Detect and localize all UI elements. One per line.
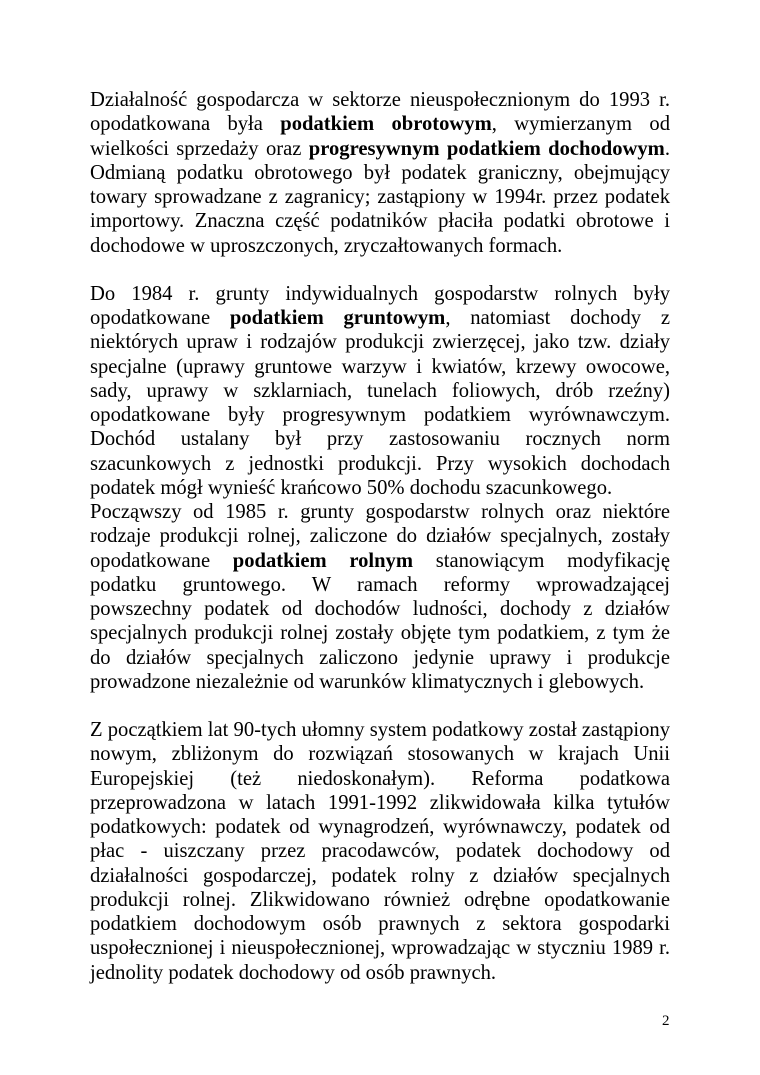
bold-term: podatkiem rolnym [232,549,414,572]
paragraph-spacer [90,258,670,282]
paragraph-text: Z początkiem lat 90-tych ułomny system podatkowy został zastąpiony nowym, zbliżonym do rozwiązań stosowanych w krajach Unii Europejskiej (też niedoskonałym). Reforma podatkowa przeprowadzona w latach 1991-1992 zlikwidowała kilka tytułów podatkowych: podatek od wynagrodzeń, wyrównawczy, podatek od płac - uiszczany przez pracodawców, podatek dochodowy od działalności gospodarczej, podatek rolny z działów specjalnych produkcji rolnej. Zlikwidowano również odrębne opodatkowanie podatkiem dochodowym osób prawnych z sektora gospodarki uspołecznionej i nieuspołecznionej, wprowadzając w styczniu 1989 r. jednolity podatek dochodowy od osób prawnych. [90,719,670,984]
page-number: 2 [662,1013,670,1029]
paragraph-4 [90,718,670,985]
paragraph-text: Począwszy od 1985 r. grunty gospodarstw rolnych oraz niektóre rodzaje produkcji rolnej, zaliczone do działów specjalnych, zostały opodatkowane [90,501,670,572]
document-body [90,88,670,985]
paragraph-text: , wymierzanym od wielkości sprzedaży oraz [90,113,670,160]
bold-term: podatkiem gruntowym [229,307,446,329]
paragraph-2 [90,282,670,500]
paragraph-text: Działalność gospodarcza w sektorze nieuspołecznionym do 1993 r. opodatkowana była [90,89,670,136]
paragraph-text: stanowiącym modyfikację podatku gruntowego. W ramach reformy wprowadzającej powszechny podatek od dochodów ludności, dochody z działów specjalnych produkcji rolnej zostały objęte tym podatkiem, z tym że do działów specjalnych zaliczono jedynie uprawy i produkcje prowadzone niezależnie od warunków klimatycznych i glebowych. [90,549,670,693]
paragraph-3 [90,500,670,694]
paragraph-text: Do 1984 r. grunty indywidualnych gospodarstw rolnych były opodatkowane [90,282,670,329]
bold-term: podatkiem obrotowym [280,113,492,136]
bold-term: progresywnym podatkiem dochodowym [308,137,665,160]
paragraph-1 [90,88,670,258]
paragraph-text: . Odmianą podatku obrotowego był podatek graniczny, obejmujący towary sprowadzane z zagranicy; zastąpiony w 1994r. przez podatek importowy. Znaczna część podatników płaciła podatki obrotowe i dochodowe w uproszczonych, zryczałtowanych formach. [90,137,670,257]
paragraph-spacer [90,694,670,718]
paragraph-text: , natomiast dochody z niektórych upraw i rodzajów produkcji zwierzęcej, jako tzw. działy specjalne (uprawy gruntowe warzyw i kwiatów, krzewy owocowe, sady, uprawy w szklarniach, tunelach foliowych, drób rzeźny) opodatkowane były progresywnym podatkiem wyrównawczym. Dochód ustalany był przy zastosowaniu rocznych norm szacunkowych z jednostki produkcji. Przy wysokich dochodach podatek mógł wynieść krańcowo 50% dochodu szacunkowego. [90,307,670,499]
